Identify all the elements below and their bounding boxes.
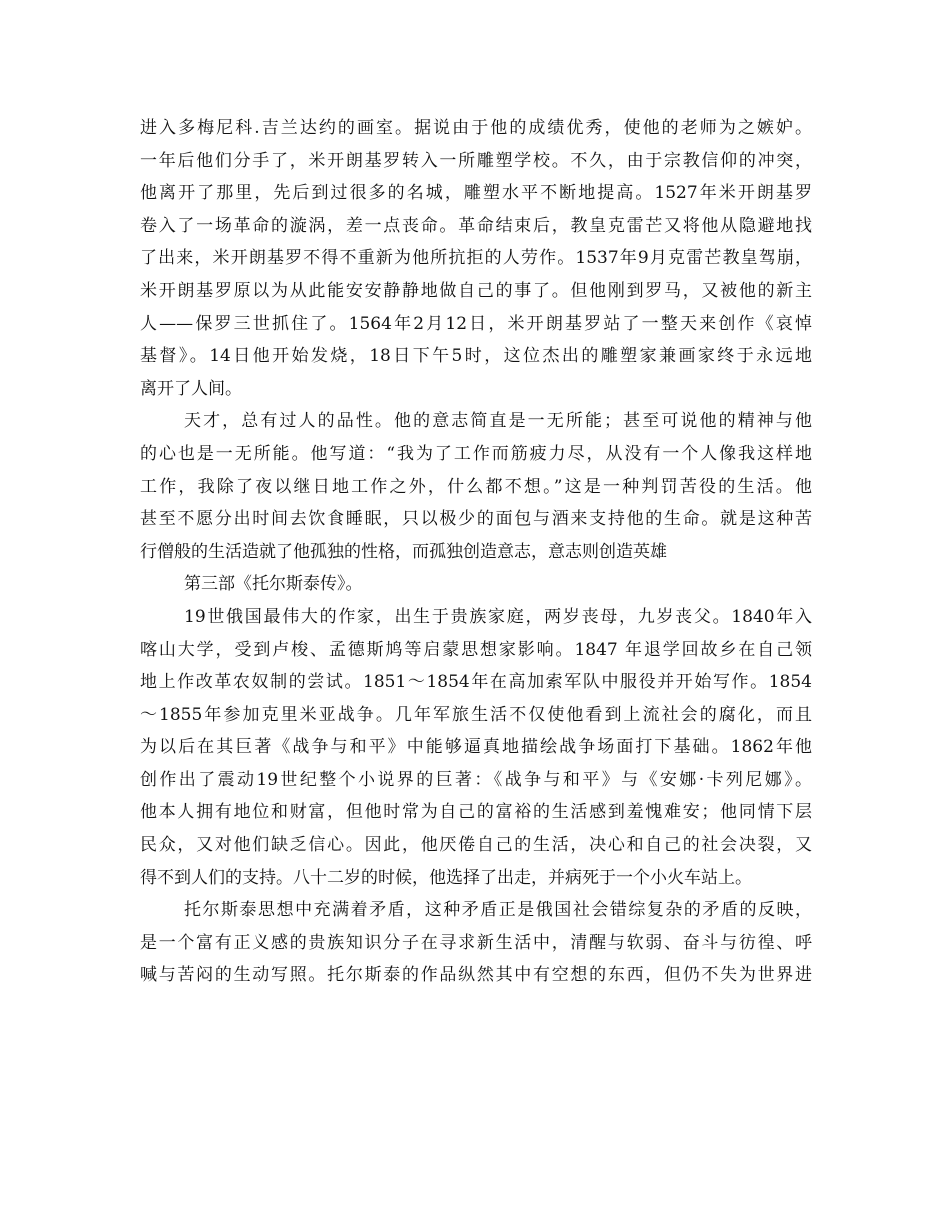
paragraph-tolstoy-thought	[140, 894, 812, 992]
text-line: 甚至不愿分出时间去饮食睡眠，只以极少的面包与酒来支持他的生命。就是这种苦	[140, 509, 812, 530]
text-line: 离开了人间。	[140, 378, 242, 399]
text-line: 19世俄国最伟大的作家，出生于贵族家庭，两岁丧母，九岁丧父。1840年入	[184, 606, 812, 627]
paragraph-michelangelo-life	[140, 112, 812, 405]
text-line: 喊与苦闷的生动写照。托尔斯泰的作品纵然其中有空想的东西，但仍不失为世界进	[140, 965, 812, 986]
text-line: ～1855年参加克里米亚战争。几年军旅生活不仅使他看到上流社会的腐化，而且	[140, 704, 812, 725]
paragraph-tolstoy-biography	[140, 601, 812, 894]
text-line: 他离开了那里，先后到过很多的名城，雕塑水平不断地提高。1527年米开朗基罗	[140, 183, 812, 204]
text-line: 一年后他们分手了，米开朗基罗转入一所雕塑学校。不久，由于宗教信仰的冲突，	[140, 150, 812, 171]
text-line: 基督》。14日他开始发烧，18日下午5时，这位杰出的雕塑家兼画家终于永远地	[140, 346, 812, 367]
text-line: 米开朗基罗原以为从此能安安静静地做自己的事了。但他刚到罗马，又被他的新主	[140, 280, 812, 301]
text-line: 了出来，米开朗基罗不得不重新为他所抗拒的人劳作。1537年9月克雷芒教皇驾崩，	[140, 248, 812, 269]
section-heading-tolstoy	[140, 568, 812, 601]
text-line: 为以后在其巨著《战争与和平》中能够逼真地描绘战争场面打下基础。1862年他	[140, 737, 812, 758]
text-line: 行僧般的生活造就了他孤独的性格，而孤独创造意志，意志则创造英雄	[140, 541, 667, 562]
text-line: 卷入了一场革命的漩涡，差一点丧命。革命结束后，教皇克雷芒又将他从隐避地找	[140, 215, 812, 236]
text-line: 的心也是一无所能。他写道：“我为了工作而筋疲力尽，从没有一个人像我这样地	[140, 443, 812, 464]
text-line: 得不到人们的支持。八十二岁的时候，他选择了出走，并病死于一个小火车站上。	[140, 867, 752, 888]
text-line: 喀山大学，受到卢梭、孟德斯鸠等启蒙思想家影响。1847 年退学回故乡在自己领	[140, 639, 812, 660]
document-body	[140, 112, 812, 992]
text-line: 民众，又对他们缺乏信心。因此，他厌倦自己的生活，决心和自己的社会决裂，又	[140, 835, 812, 856]
text-line: 天才，总有过人的品性。他的意志简直是一无所能；甚至可说他的精神与他	[184, 411, 812, 432]
text-line: 地上作改革农奴制的尝试。1851～1854年在高加索军队中服役并开始写作。1854	[140, 672, 812, 693]
text-line: 工作，我除了夜以继日地工作之外，什么都不想。”这是一种判罚苦役的生活。他	[140, 476, 812, 497]
text-line: 他本人拥有地位和财富，但他时常为自己的富裕的生活感到羞愧难安；他同情下层	[140, 802, 812, 823]
text-line: 人——保罗三世抓住了。1564年2月12日，米开朗基罗站了一整天来创作《哀悼	[140, 313, 812, 334]
paragraph-genius-character	[140, 405, 812, 568]
text-line: 创作出了震动19世纪整个小说界的巨著：《战争与和平》与《安娜·卡列尼娜》。	[140, 769, 812, 790]
text-line: 进入多梅尼科.吉兰达约的画室。据说由于他的成绩优秀，使他的老师为之嫉妒。	[140, 118, 812, 138]
text-line: 是一个富有正义感的贵族知识分子在寻求新生活中，清醒与软弱、奋斗与彷徨、呼	[140, 932, 812, 953]
text-line: 第三部《托尔斯泰传》。	[184, 574, 363, 595]
text-line: 托尔斯泰思想中充满着矛盾，这种矛盾正是俄国社会错综复杂的矛盾的反映，	[184, 900, 812, 921]
